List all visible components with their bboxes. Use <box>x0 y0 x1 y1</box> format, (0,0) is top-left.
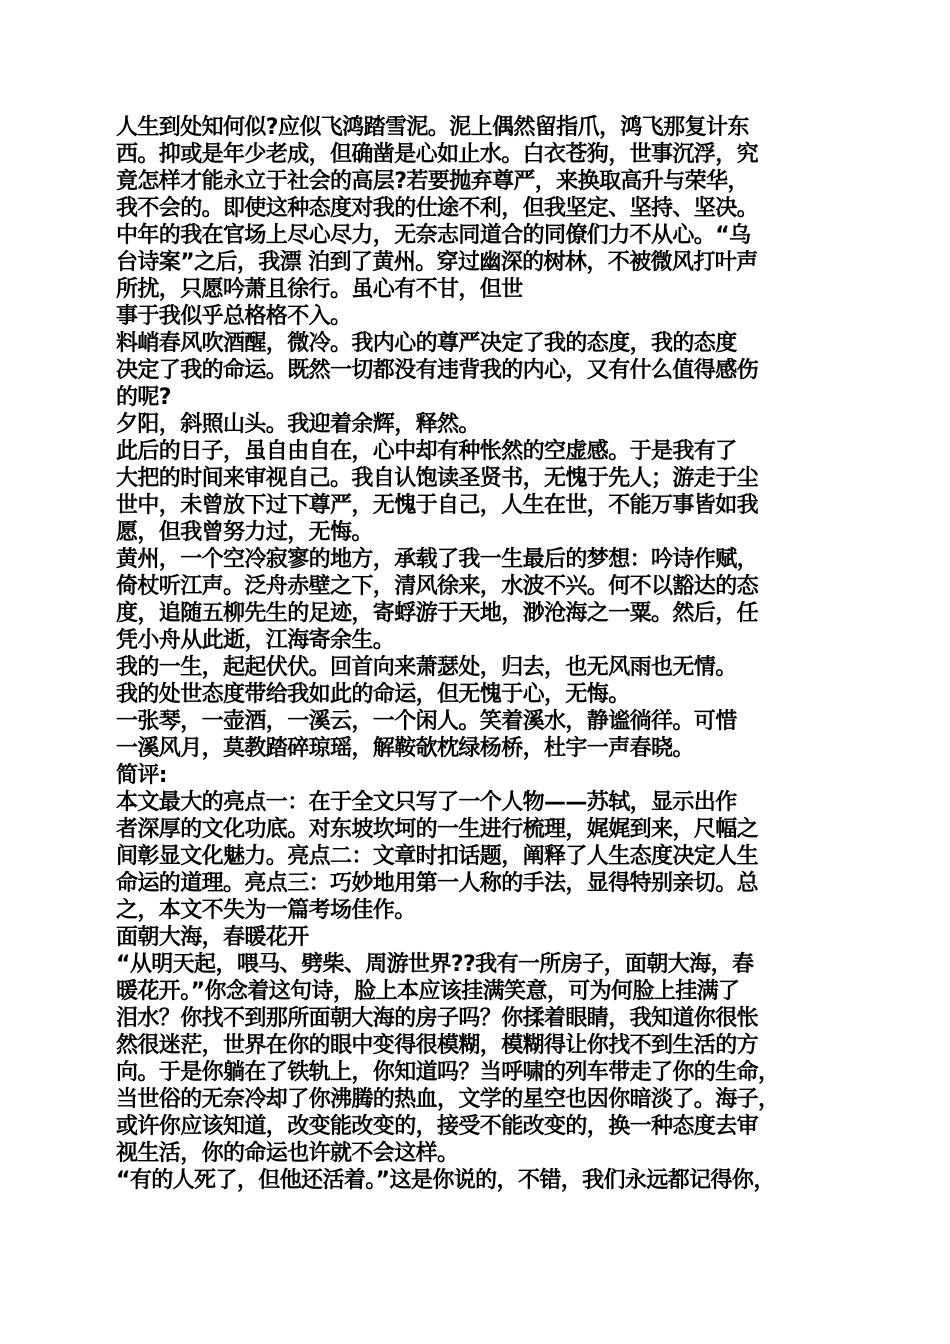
text-line: 此后的日子，虽自由自在，心中却有种怅然的空虚感。于是我有了 <box>116 439 737 464</box>
text-line: 泪水？你找不到那所面朝大海的房子吗？你揉着眼睛，我知道你很怅 <box>116 1006 759 1031</box>
text-line: 视生活，你的命运也许就不会这样。 <box>116 1141 459 1166</box>
text-line: 大把的时间来审视自己。我自认饱读圣贤书，无愧于先人；游走于尘 <box>116 466 759 491</box>
text-line: 度，追随五柳先生的足迹，寄蜉游于天地，渺沧海之一粟。然后，任 <box>116 601 759 626</box>
text-line: “从明天起，喂马、劈柴、周游世界??我有一所房子，面朝大海，春 <box>116 952 754 977</box>
text-line: 决定了我的命运。既然一切都没有违背我的内心，又有什么值得感伤 <box>116 358 759 383</box>
text-line: 之，本文不失为一篇考场佳作。 <box>116 898 416 923</box>
text-line: 或许你应该知道，改变能改变的，接受不能改变的，换一种态度去审 <box>116 1114 759 1139</box>
text-line: 命运的道理。亮点三：巧妙地用第一人称的手法，显得特别亲切。总 <box>116 871 759 896</box>
text-line: 我的一生，起起伏伏。回首向来萧瑟处，归去，也无风雨也无情。 <box>116 655 737 680</box>
text-line: 本文最大的亮点一：在于全文只写了一个人物——苏轼，显示出作 <box>116 790 737 815</box>
text-line: 黄州，一个空冷寂寥的地方，承载了我一生最后的梦想：吟诗作赋， <box>116 547 759 572</box>
text-line: 所扰，只愿吟萧且徐行。虽心有不甘，但世 <box>116 277 523 302</box>
text-line: 事于我似乎总格格不入。 <box>116 304 352 329</box>
text-line: 暖花开。”你念着这句诗，脸上本应该挂满笑意，可为何脸上挂满了 <box>116 979 740 1004</box>
text-line: 当世俗的无奈冷却了你沸腾的热血，文学的星空也因你暗淡了。海子， <box>116 1087 780 1112</box>
text-line: 的呢? <box>116 385 171 410</box>
text-line: 一张琴，一壶酒，一溪云，一个闲人。笑着溪水，静谧徜徉。可惜 <box>116 709 737 734</box>
document-body <box>116 114 840 1194</box>
text-line: 世中，未曾放下过下尊严，无愧于自己，人生在世，不能万事皆如我 <box>116 493 759 518</box>
text-line: 我不会的。即使这种态度对我的仕途不利，但我坚定、坚持、坚决。 <box>116 196 759 221</box>
text-line: 向。于是你躺在了铁轨上，你知道吗？当呼啸的列车带走了你的生命， <box>116 1060 780 1085</box>
text-line: 者深厚的文化功底。对东坡坎坷的一生进行梳理，娓娓到来，尺幅之 <box>116 817 759 842</box>
text-line: 然很迷茫，世界在你的眼中变得很模糊，模糊得让你找不到生活的方 <box>116 1033 759 1058</box>
text-line: 夕阳，斜照山头。我迎着余辉，释然。 <box>116 412 480 437</box>
text-line: 简评: <box>116 763 167 788</box>
text-line: 人生到处知何似?应似飞鸿踏雪泥。泥上偶然留指爪，鸿飞那复计东 <box>116 115 749 140</box>
text-line: 愿，但我曾努力过，无悔。 <box>116 520 373 545</box>
text-line: 我的处世态度带给我如此的命运，但无愧于心，无悔。 <box>116 682 630 707</box>
text-line: “有的人死了，但他还活着。”这是你说的，不错，我们永远都记得你， <box>116 1168 775 1193</box>
text-line: 中年的我在官场上尽心尽力，无奈志同道合的同僚们力不从心。“乌 <box>116 223 751 248</box>
text-line: 一溪风月，莫教踏碎琼瑶，解鞍欹枕绿杨桥，杜宇一声春晓。 <box>116 736 694 761</box>
text-line: 倚杖听江声。泛舟赤壁之下，清风徐来，水波不兴。何不以豁达的态 <box>116 574 759 599</box>
text-line: 凭小舟从此逝，江海寄余生。 <box>116 628 395 653</box>
text-line: 间彰显文化魅力。亮点二：文章时扣话题，阐释了人生态度决定人生 <box>116 844 759 869</box>
text-line: 西。抑或是年少老成，但确凿是心如止水。白衣苍狗，世事沉浮，究 <box>116 142 759 167</box>
text-line: 台诗案”之后，我漂 泊到了黄州。穿过幽深的树林，不被微风打叶声 <box>116 250 758 275</box>
text-line: 料峭春风吹酒醒，微冷。我内心的尊严决定了我的态度，我的态度 <box>116 331 737 356</box>
text-line: 面朝大海，春暖花开 <box>116 925 309 950</box>
text-line: 竟怎样才能永立于社会的高层?若要抛弃尊严，来换取高升与荣华， <box>116 169 749 194</box>
